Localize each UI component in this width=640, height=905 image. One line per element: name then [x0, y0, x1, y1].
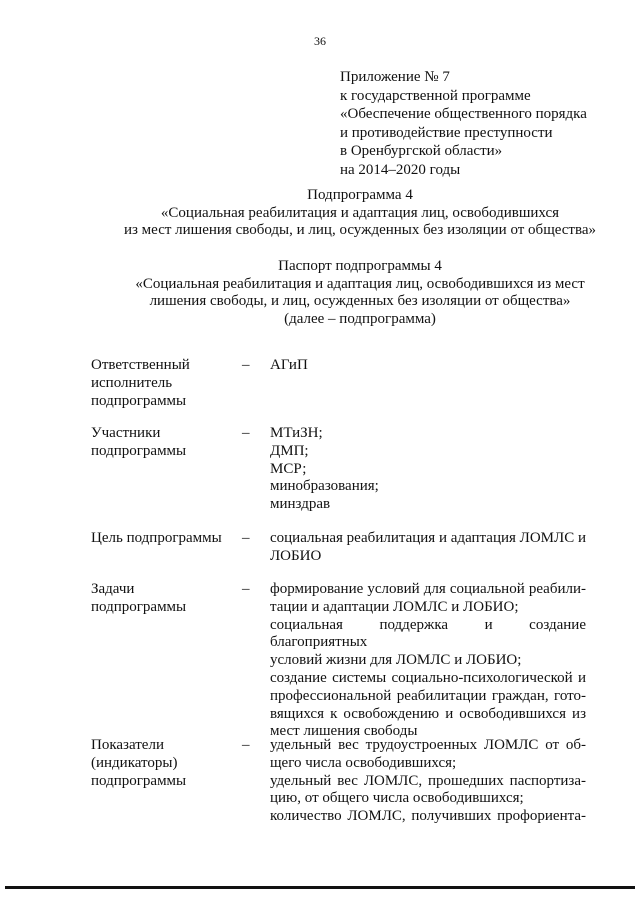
label-line: исполнитель [91, 374, 173, 391]
value-line: МТиЗН; [270, 425, 323, 441]
appendix-line: на 2014–2020 годы [340, 161, 461, 178]
row-label [91, 425, 236, 461]
row-dash: – [242, 737, 250, 753]
value-line: минобразования; [270, 478, 379, 495]
label-line: Цель подпрограммы [91, 530, 222, 546]
row-label [91, 737, 236, 790]
passport-name-line: (далее – подпрограмма) [284, 310, 436, 327]
value-line: количество ЛОМЛС, получивших профориента- [270, 808, 586, 825]
appendix-line: в Оренбургской области» [340, 143, 503, 159]
value-line: социальная реабилитация и адаптация ЛОМЛС и [270, 530, 586, 546]
value-line: вящихся к освобождению и освободившихся из [270, 705, 586, 722]
page-number: 36 [314, 34, 326, 48]
label-line: подпрограммы [91, 442, 187, 459]
label-line: Задачи [91, 581, 135, 597]
value-line: мест лишения свободы [270, 723, 418, 740]
value-line: удельный вес ЛОМЛС, прошедших паспортиза- [270, 772, 586, 789]
row-value [270, 357, 586, 375]
value-line: ДМП; [270, 442, 309, 459]
row-dash: – [242, 357, 250, 373]
passport-title: Паспорт подпрограммы 4 [278, 258, 442, 274]
label-line: Участники [91, 425, 161, 441]
row-value [270, 425, 586, 514]
row-value [270, 530, 586, 566]
appendix-line: Приложение № 7 [340, 69, 450, 85]
passport-name-line: «Социальная реабилитация и адаптация лиц, освободившихся из мест [135, 275, 585, 292]
value-line: щего числа освободившихся; [270, 754, 457, 771]
passport-heading [60, 258, 640, 328]
label-line: Ответственный [91, 357, 190, 373]
label-line: (индикаторы) [91, 754, 178, 771]
appendix-header [340, 68, 587, 179]
value-line: профессиональной реабилитации граждан, гото- [270, 687, 586, 704]
label-line: Показатели [91, 737, 164, 753]
row-dash: – [242, 425, 250, 441]
appendix-line: и противодействие преступности [340, 124, 553, 141]
appendix-line: «Обеспечение общественного порядка [340, 106, 587, 122]
value-line: АГиП [270, 357, 308, 373]
row-dash: – [242, 581, 250, 597]
row-value [270, 737, 586, 826]
row-value [270, 581, 586, 741]
subprogram-name-line: «Социальная реабилитация и адаптация лиц, освободившихся [160, 204, 560, 221]
appendix-line: к государственной программе [340, 87, 531, 104]
label-line: подпрограммы [91, 772, 187, 789]
value-line: минздрав [270, 496, 331, 513]
value-line: ЛОБИО [270, 547, 322, 564]
row-label [91, 357, 236, 410]
value-line: формирование условий для социальной реабили- [270, 581, 586, 597]
subprogram-name-line: из мест лишения свободы, и лиц, осужденных без изоляции от общества» [123, 222, 597, 238]
subprogram-title: Подпрограмма 4 [307, 187, 413, 203]
value-line: социальная поддержка и создание благоприятных [270, 616, 586, 651]
value-line: удельный вес трудоустроенных ЛОМЛС от об- [270, 737, 586, 753]
passport-name-line: лишения свободы, и лиц, осужденных без изоляции от общества» [149, 293, 571, 309]
subprogram-heading [60, 187, 640, 240]
value-line: МСР; [270, 460, 307, 477]
bottom-divider [5, 886, 635, 889]
row-label [91, 530, 236, 548]
row-dash: – [242, 530, 250, 546]
label-line: подпрограммы [91, 392, 187, 409]
value-line: создание системы социально-психологической и [270, 669, 586, 686]
value-line: тации и адаптации ЛОМЛС и ЛОБИО; [270, 598, 519, 615]
row-label [91, 581, 236, 617]
value-line: цию, от общего числа освободившихся; [270, 790, 524, 807]
label-line: подпрограммы [91, 598, 187, 615]
value-line: условий жизни для ЛОМЛС и ЛОБИО; [270, 652, 522, 669]
